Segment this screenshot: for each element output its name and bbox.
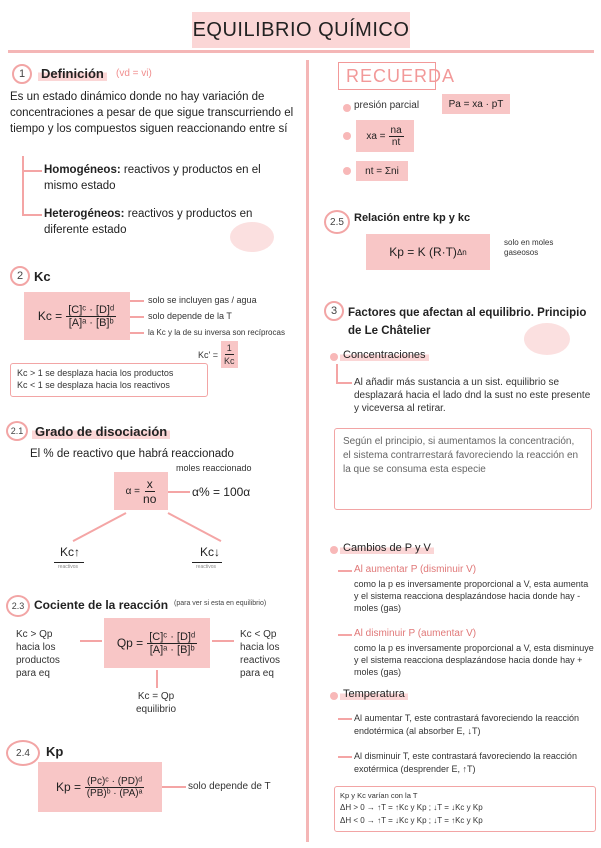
decorative-bubble xyxy=(230,222,274,252)
qp-right: Kc < Qp hacia los reactivos para eq xyxy=(240,629,281,679)
arrow xyxy=(338,634,352,636)
branch-line xyxy=(22,156,24,216)
page-title: EQUILIBRIO QUÍMICO xyxy=(192,12,410,48)
kp-note: solo depende de T xyxy=(188,781,271,792)
arrow xyxy=(162,786,186,788)
arrow xyxy=(192,562,222,563)
heterogeneous-item: Heterogéneos: reactivos y productos en diferente estado xyxy=(44,208,253,236)
header-divider xyxy=(8,50,594,53)
kc-title: Kc xyxy=(34,269,51,284)
section-number: 1 xyxy=(12,64,32,84)
arrow xyxy=(212,640,234,642)
bullet xyxy=(330,353,338,361)
kp-kc-title: Relación entre kp y kc xyxy=(354,212,471,224)
factors-title: Factores que afectan al equilibrio. Principio de Le Châtelier xyxy=(348,307,587,337)
kc-note-3: la Kc y la de su inversa son recíprocas xyxy=(148,328,285,337)
kc-up: Kc↑ xyxy=(60,545,81,559)
arrow xyxy=(338,718,352,720)
partial-pressure-formula: Pa = xa · pT xyxy=(442,94,510,114)
homogeneous-item: Homogéneos: reactivos y productos en el mismo estado xyxy=(44,164,261,192)
concentration-title: Concentraciones xyxy=(340,349,429,361)
kc-down: Kc↓ xyxy=(200,545,221,559)
pv1-title: Al aumentar P (disminuir V) xyxy=(354,564,477,575)
kc-up-sub: reactivos xyxy=(58,564,79,570)
bullet xyxy=(343,132,351,140)
arrow xyxy=(168,512,222,542)
pv1-text: como la p es inversamente proporcional a V, esta aumenta y el sistema reacciona desplazándose hacia donde hay - moles (gas) xyxy=(354,579,589,613)
bullet xyxy=(330,546,338,554)
arrow xyxy=(338,570,352,572)
arrow xyxy=(338,756,352,758)
section-number: 2 xyxy=(10,266,30,286)
kc-note-2: solo depende de la T xyxy=(148,311,232,321)
pv-title: Cambios de P y V xyxy=(340,542,434,554)
concentration-text: Al añadir más sustancia a un sist. equilibrio se desplazará hacia el lado dnd la sust no este presente y viceversa al retirar. xyxy=(354,377,591,414)
branch-arrow xyxy=(22,214,42,216)
recuerda-title: RECUERDA xyxy=(346,66,456,86)
section-number: 2.3 xyxy=(6,595,30,617)
decorative-bubble xyxy=(524,323,570,355)
kc-note-1: solo se incluyen gas / agua xyxy=(148,295,257,305)
arrow xyxy=(168,491,190,493)
column-divider xyxy=(306,60,309,842)
kp-formula: Kp = $\frac{\text{(Pc)ᶜ · (PD)ᵈ}}{\text{(PB)ᵇ · (PA)ᵃ}}$ xyxy=(38,762,162,812)
total-moles-formula: nt = Σni xyxy=(356,161,408,181)
section-number: 3 xyxy=(324,301,344,321)
principle-quote-box: Según el principio, si aumentamos la concentración, el sistema contrarrestará favoreciendo la reacción en la que se consuma esta especie xyxy=(334,428,592,510)
arrow xyxy=(156,670,158,688)
kc-formula: Kc = $\frac{\text{[C]ᶜ · [D]ᵈ}}{\text{[A]ᵃ · [B]ᵇ}}$ xyxy=(24,292,130,340)
definition-title: Definición xyxy=(38,66,107,81)
section-number: 2.1 xyxy=(6,421,28,441)
quotient-title: Cociente de la reacción xyxy=(34,598,169,612)
kp-kc-formula: Kp = K (R·T) Δn xyxy=(366,234,490,270)
definition-text: Es un estado dinámico donde no hay variación de concentraciones a pesar de que sigue transcurriendo el tiempo y los compuestos siguen reaccionando entre sí xyxy=(10,91,294,135)
kp-title: Kp xyxy=(46,744,64,759)
arrow xyxy=(130,332,144,334)
section-number: 2.4 xyxy=(6,740,40,766)
pv2-text: como la p es inversamente proporcional a V, esta disminuye y el sistema reacciona desplazándose hacia donde hay + moles (gas) xyxy=(354,643,594,677)
temp-decrease-text: Al disminuir T, este contrastará favoreciendo la reacción exotérmica (desprender E, ↑T) xyxy=(354,751,577,774)
kp-kc-temperature-table: Kp y Kc varían con la T ΔH > 0 → ↑T = ↑Kc y Kp ; ↓T = ↓Kc y Kp ΔH < 0 → ↑T = ↓Kc y Kp ; ↓T = ↑Kc y Kp xyxy=(334,786,596,832)
bullet xyxy=(343,167,351,175)
arrow xyxy=(130,316,144,318)
qp-formula: Qp = $\frac{\text{[C]ᶜ · [D]ᵈ}}{\text{[A]ᵃ · [B]ᵇ}}$ xyxy=(104,618,210,668)
bullet xyxy=(343,104,351,112)
quotient-note: (para ver si esta en equilibrio) xyxy=(174,600,267,607)
moles-note: moles reaccionado xyxy=(176,463,252,473)
bullet xyxy=(330,692,338,700)
temp-increase-text: Al aumentar T, este contrastará favoreciendo la reacción endotérmica (al absorber E, ↓T) xyxy=(354,713,579,736)
arrow xyxy=(130,300,144,302)
alpha-percent: α% = 100α xyxy=(192,485,251,499)
pv2-title: Al disminuir P (aumentar V) xyxy=(354,628,477,639)
definition-note: (vd = vi) xyxy=(116,68,152,79)
temperature-title: Temperatura xyxy=(340,688,408,700)
kc-rule-box: Kc > 1 se desplaza hacia los productos Kc < 1 se desplaza hacia los reactivos xyxy=(10,363,208,397)
kc-down-sub: reactivos xyxy=(196,564,217,570)
qp-left: Kc > Qp hacia los productos para eq xyxy=(16,629,60,679)
arrow xyxy=(336,382,352,384)
partial-pressure-label: presión parcial xyxy=(354,100,420,111)
arrow xyxy=(73,512,127,542)
qp-equilibrium: Kc = Qp equilibrio xyxy=(136,691,177,715)
arrow xyxy=(54,562,84,563)
arrow xyxy=(80,640,102,642)
branch-arrow xyxy=(22,170,42,172)
dissociation-text: El % de reactivo que habrá reaccionado xyxy=(30,448,234,460)
mole-fraction-formula: xa = $\frac{na}{nt}$ xyxy=(356,120,414,152)
dissociation-title: Grado de disociación xyxy=(32,424,170,439)
kc-inverse: Kc' = $\frac{1}{Kc}$ xyxy=(198,341,238,368)
branch-line xyxy=(336,364,338,382)
kp-kc-note: solo en moles gaseosos xyxy=(504,238,554,257)
section-number: 2.5 xyxy=(324,210,350,234)
alpha-formula: α = $\frac{x}{no}$ xyxy=(114,472,168,510)
